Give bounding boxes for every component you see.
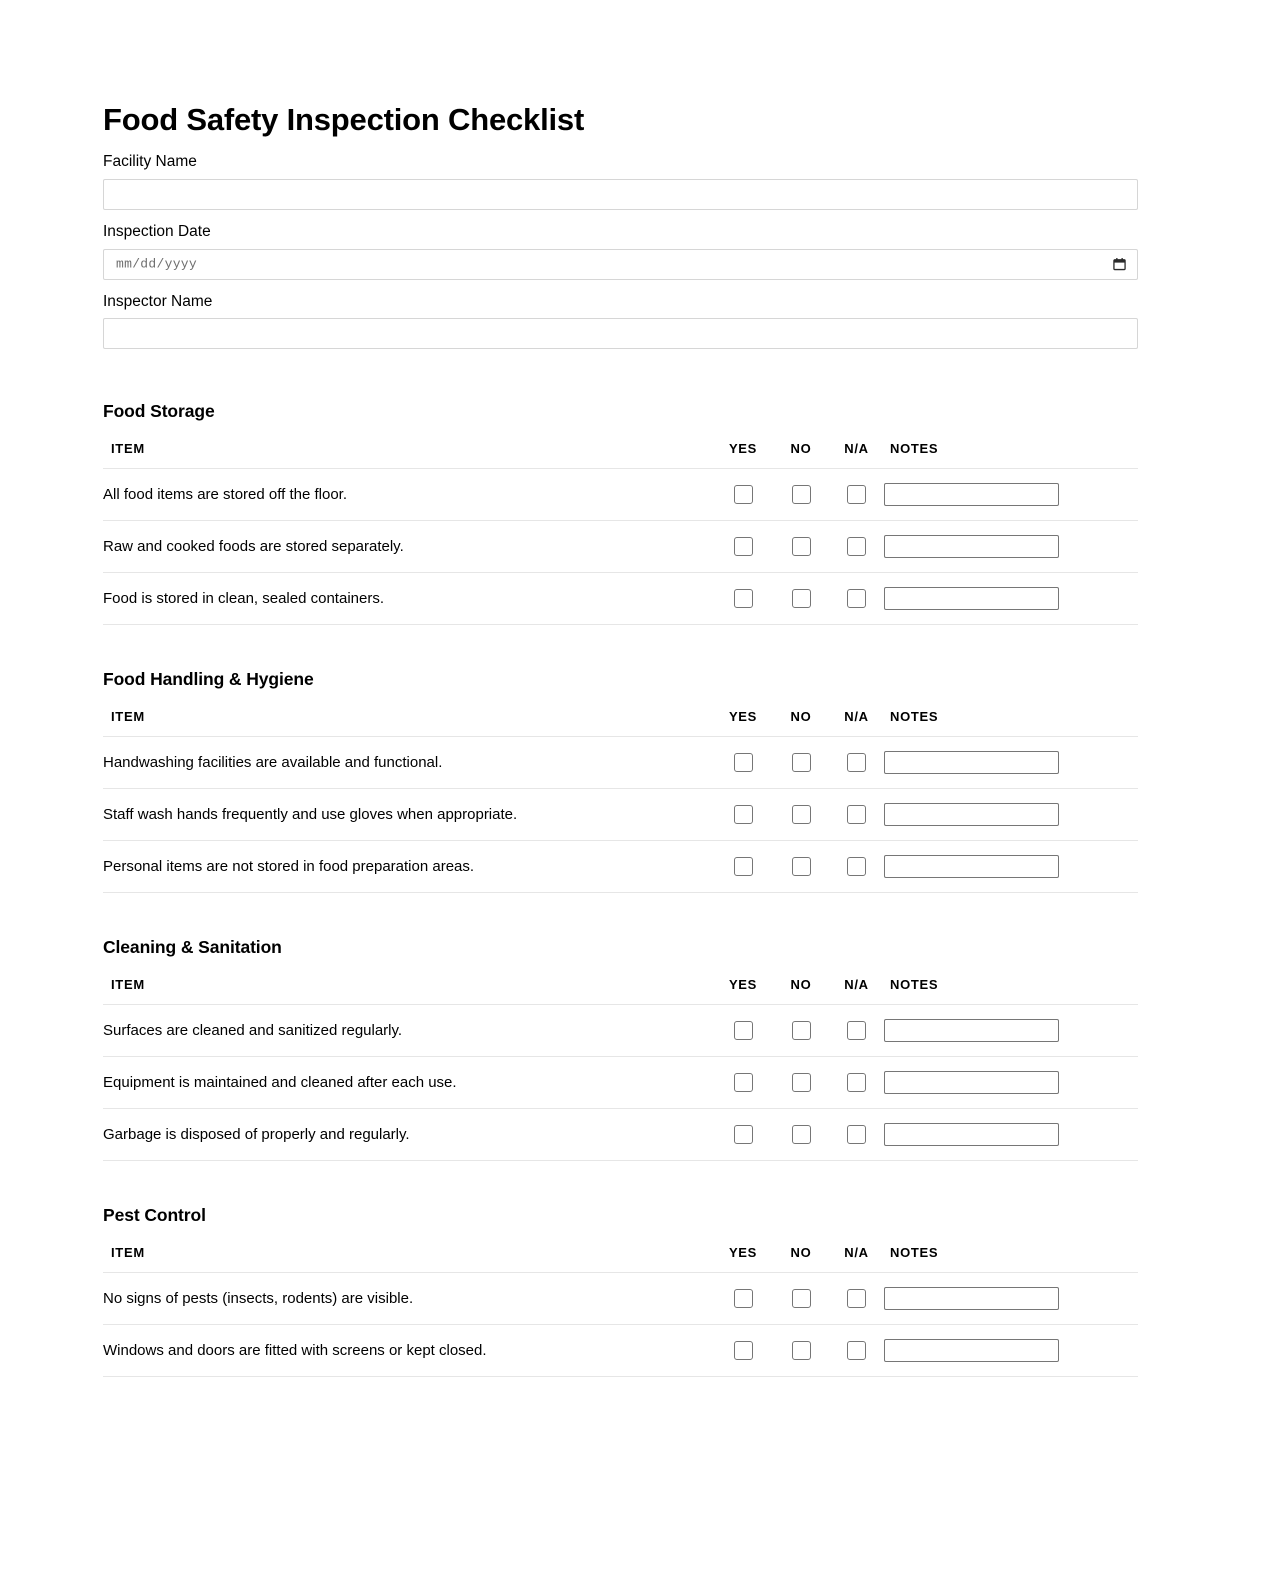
inspection-date-row xyxy=(103,249,1138,280)
checkbox-na[interactable] xyxy=(847,537,866,556)
checkbox-cell xyxy=(829,521,884,573)
checklist-section xyxy=(103,401,1138,625)
checkbox-no[interactable] xyxy=(792,1289,811,1308)
checkbox-cell xyxy=(829,1057,884,1109)
page-title: Food Safety Inspection Checklist xyxy=(103,102,585,137)
notes-input[interactable] xyxy=(884,587,1059,610)
checkbox-cell xyxy=(773,573,829,625)
column-header-notes: NOTES xyxy=(890,977,939,993)
column-header-notes: NOTES xyxy=(890,441,939,457)
checklist-section xyxy=(103,937,1138,1161)
column-header-yes: YES xyxy=(728,1245,758,1261)
table-row xyxy=(103,521,1138,573)
table-row xyxy=(103,573,1138,625)
checklist-item-text: Windows and doors are fitted with screens or kept closed. xyxy=(103,1325,713,1377)
notes-input[interactable] xyxy=(884,483,1059,506)
checklist-sections xyxy=(103,401,1138,1377)
checkbox-no[interactable] xyxy=(792,485,811,504)
column-header-no: NO xyxy=(790,709,812,725)
checkbox-cell xyxy=(773,1057,829,1109)
inspection-date-label: Inspection Date xyxy=(103,222,211,240)
checklist-item-text: Handwashing facilities are available and functional. xyxy=(103,737,713,789)
checkbox-cell xyxy=(773,1273,829,1325)
checklist-item-text: Raw and cooked foods are stored separately. xyxy=(103,521,713,573)
section-title: Cleaning & Sanitation xyxy=(103,937,282,958)
checklist-table xyxy=(103,703,1138,893)
notes-cell xyxy=(884,1109,1138,1161)
column-header-yes: YES xyxy=(728,441,758,457)
calendar-icon[interactable] xyxy=(1113,258,1126,271)
checkbox-cell xyxy=(713,1325,773,1377)
checklist-item-text: Personal items are not stored in food preparation areas. xyxy=(103,841,713,893)
notes-input[interactable] xyxy=(884,751,1059,774)
column-header-no: NO xyxy=(790,977,812,993)
notes-cell xyxy=(884,1325,1138,1377)
checkbox-na[interactable] xyxy=(847,1341,866,1360)
table-row xyxy=(103,1273,1138,1325)
checkbox-cell xyxy=(713,1109,773,1161)
checkbox-yes[interactable] xyxy=(734,589,753,608)
column-header-item: ITEM xyxy=(111,441,145,457)
inspector-name-label: Inspector Name xyxy=(103,292,213,310)
notes-input[interactable] xyxy=(884,1123,1059,1146)
column-header-na: N/A xyxy=(844,709,869,725)
column-header-na: N/A xyxy=(844,441,869,457)
checkbox-yes[interactable] xyxy=(734,1125,753,1144)
checkbox-yes[interactable] xyxy=(734,753,753,772)
table-row xyxy=(103,789,1138,841)
notes-cell xyxy=(884,841,1138,893)
notes-cell xyxy=(884,1273,1138,1325)
checkbox-na[interactable] xyxy=(847,1125,866,1144)
notes-input[interactable] xyxy=(884,1287,1059,1310)
checkbox-cell xyxy=(829,573,884,625)
checkbox-no[interactable] xyxy=(792,1125,811,1144)
inspection-date-placeholder: mm/dd/yyyy xyxy=(116,256,198,272)
facility-name-input[interactable] xyxy=(103,179,1138,210)
checkbox-na[interactable] xyxy=(847,857,866,876)
column-header-no: NO xyxy=(790,1245,812,1261)
checkbox-yes[interactable] xyxy=(734,805,753,824)
checkbox-yes[interactable] xyxy=(734,1341,753,1360)
notes-cell xyxy=(884,521,1138,573)
checkbox-cell xyxy=(829,469,884,521)
checkbox-cell xyxy=(713,1273,773,1325)
checkbox-cell xyxy=(829,737,884,789)
notes-input[interactable] xyxy=(884,1339,1059,1362)
checkbox-yes[interactable] xyxy=(734,1021,753,1040)
column-header-yes: YES xyxy=(728,977,758,993)
checkbox-cell xyxy=(773,469,829,521)
checklist-item-text: Garbage is disposed of properly and regularly. xyxy=(103,1109,713,1161)
checklist-table xyxy=(103,435,1138,625)
notes-cell xyxy=(884,573,1138,625)
checkbox-no[interactable] xyxy=(792,857,811,876)
table-row xyxy=(103,737,1138,789)
checkbox-yes[interactable] xyxy=(734,857,753,876)
notes-cell xyxy=(884,789,1138,841)
checkbox-cell xyxy=(773,521,829,573)
checkbox-cell xyxy=(713,469,773,521)
checkbox-na[interactable] xyxy=(847,1289,866,1308)
column-header-yes: YES xyxy=(728,709,758,725)
checklist-section xyxy=(103,669,1138,893)
notes-cell xyxy=(884,1057,1138,1109)
checkbox-no[interactable] xyxy=(792,753,811,772)
column-header-item: ITEM xyxy=(111,709,145,725)
checkbox-cell xyxy=(773,1325,829,1377)
checkbox-no[interactable] xyxy=(792,589,811,608)
checkbox-na[interactable] xyxy=(847,1073,866,1092)
table-row xyxy=(103,1325,1138,1377)
checkbox-cell xyxy=(773,737,829,789)
notes-cell xyxy=(884,469,1138,521)
checkbox-cell xyxy=(829,789,884,841)
column-header-na: N/A xyxy=(844,1245,869,1261)
checkbox-cell xyxy=(713,521,773,573)
checkbox-na[interactable] xyxy=(847,589,866,608)
checkbox-no[interactable] xyxy=(792,537,811,556)
checkbox-na[interactable] xyxy=(847,753,866,772)
notes-input[interactable] xyxy=(884,803,1059,826)
checkbox-cell xyxy=(713,1005,773,1057)
table-row xyxy=(103,1109,1138,1161)
inspection-date-input[interactable] xyxy=(103,249,1138,280)
checkbox-cell xyxy=(713,573,773,625)
checkbox-cell xyxy=(773,1005,829,1057)
checkbox-cell xyxy=(829,1109,884,1161)
checklist-table xyxy=(103,1239,1138,1377)
table-header-row xyxy=(103,971,1138,1005)
table-header-row xyxy=(103,1239,1138,1273)
checkbox-yes[interactable] xyxy=(734,485,753,504)
column-header-na: N/A xyxy=(844,977,869,993)
checklist-item-text: Food is stored in clean, sealed containers. xyxy=(103,573,713,625)
table-row xyxy=(103,841,1138,893)
notes-cell xyxy=(884,1005,1138,1057)
table-header-row xyxy=(103,435,1138,469)
checkbox-no[interactable] xyxy=(792,1073,811,1092)
facility-name-label: Facility Name xyxy=(103,152,197,170)
column-header-item: ITEM xyxy=(111,977,145,993)
checklist-item-text: Equipment is maintained and cleaned after each use. xyxy=(103,1057,713,1109)
checkbox-cell xyxy=(829,1325,884,1377)
table-row xyxy=(103,1005,1138,1057)
table-row xyxy=(103,469,1138,521)
inspection-meta-form xyxy=(103,152,1138,350)
checkbox-na[interactable] xyxy=(847,805,866,824)
checklist-table xyxy=(103,971,1138,1161)
section-title: Food Handling & Hygiene xyxy=(103,669,314,690)
column-header-notes: NOTES xyxy=(890,709,939,725)
checklist-section xyxy=(103,1205,1138,1377)
checkbox-no[interactable] xyxy=(792,1021,811,1040)
checkbox-cell xyxy=(713,1057,773,1109)
checkbox-yes[interactable] xyxy=(734,1073,753,1092)
inspector-name-input[interactable] xyxy=(103,318,1138,349)
column-header-no: NO xyxy=(790,441,812,457)
checkbox-cell xyxy=(829,1273,884,1325)
section-title: Pest Control xyxy=(103,1205,206,1226)
checklist-item-text: All food items are stored off the floor. xyxy=(103,469,713,521)
checkbox-na[interactable] xyxy=(847,485,866,504)
checkbox-cell xyxy=(829,841,884,893)
notes-input[interactable] xyxy=(884,855,1059,878)
notes-input[interactable] xyxy=(884,1071,1059,1094)
checkbox-cell xyxy=(773,789,829,841)
notes-input[interactable] xyxy=(884,535,1059,558)
checkbox-cell xyxy=(773,1109,829,1161)
checkbox-cell xyxy=(829,1005,884,1057)
checkbox-no[interactable] xyxy=(792,1341,811,1360)
checkbox-cell xyxy=(713,789,773,841)
notes-cell xyxy=(884,737,1138,789)
checklist-item-text: Surfaces are cleaned and sanitized regularly. xyxy=(103,1005,713,1057)
column-header-notes: NOTES xyxy=(890,1245,939,1261)
table-header-row xyxy=(103,703,1138,737)
checkbox-yes[interactable] xyxy=(734,1289,753,1308)
notes-input[interactable] xyxy=(884,1019,1059,1042)
table-row xyxy=(103,1057,1138,1109)
checkbox-cell xyxy=(773,841,829,893)
checklist-item-text: Staff wash hands frequently and use gloves when appropriate. xyxy=(103,789,713,841)
section-title: Food Storage xyxy=(103,401,215,422)
checkbox-na[interactable] xyxy=(847,1021,866,1040)
column-header-item: ITEM xyxy=(111,1245,145,1261)
checkbox-yes[interactable] xyxy=(734,537,753,556)
checkbox-no[interactable] xyxy=(792,805,811,824)
checkbox-cell xyxy=(713,841,773,893)
checkbox-cell xyxy=(713,737,773,789)
checklist-item-text: No signs of pests (insects, rodents) are visible. xyxy=(103,1273,713,1325)
